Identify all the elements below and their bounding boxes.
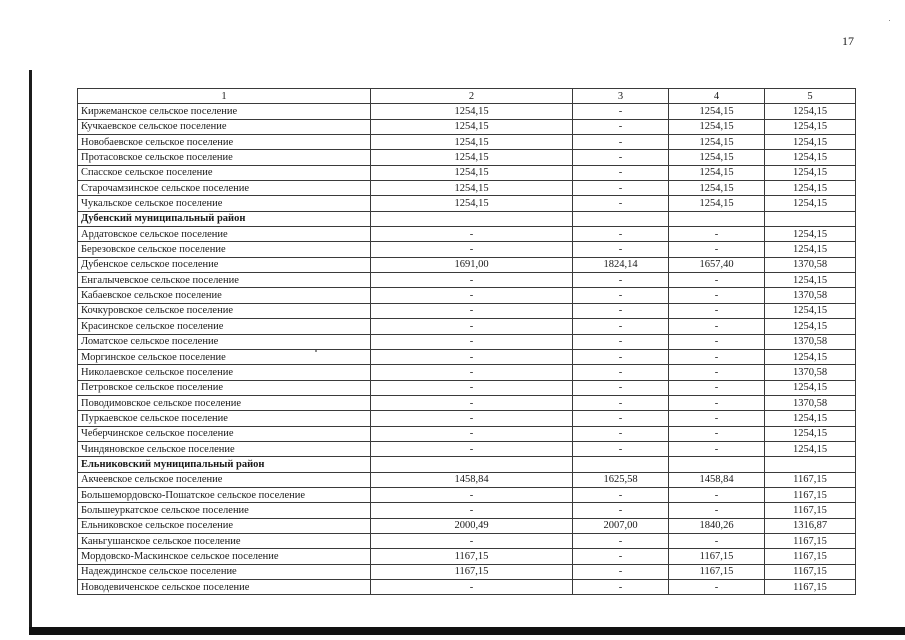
value-cell-col3: - <box>573 549 669 564</box>
value-cell-col5: 1254,15 <box>765 135 856 150</box>
table-row <box>78 533 856 548</box>
value-cell-col5: 1167,15 <box>765 487 856 502</box>
header-row <box>78 89 856 104</box>
value-cell-col3: - <box>573 411 669 426</box>
value-cell-col5: 1254,15 <box>765 227 856 242</box>
value-cell-col3: - <box>573 273 669 288</box>
value-cell-col3: - <box>573 196 669 211</box>
settlement-name-cell: Чеберчинское сельское поселение <box>78 426 371 441</box>
value-cell-col2: 1254,15 <box>371 104 573 119</box>
value-cell-col3: - <box>573 533 669 548</box>
table-row <box>78 319 856 334</box>
value-cell-col5: 1370,58 <box>765 395 856 410</box>
value-cell-col5 <box>765 457 856 472</box>
settlement-name-cell: Протасовское сельское поселение <box>78 150 371 165</box>
table-row <box>78 426 856 441</box>
header-cell: 4 <box>669 89 765 104</box>
table-row <box>78 288 856 303</box>
value-cell-col5: 1254,15 <box>765 426 856 441</box>
value-cell-col5: 1167,15 <box>765 533 856 548</box>
value-cell-col3: - <box>573 580 669 595</box>
value-cell-col2: 1458,84 <box>371 472 573 487</box>
value-cell-col2: - <box>371 349 573 364</box>
table-row <box>78 365 856 380</box>
value-cell-col4: 1167,15 <box>669 564 765 579</box>
value-cell-col4: - <box>669 334 765 349</box>
value-cell-col2: - <box>371 303 573 318</box>
value-cell-col4: - <box>669 319 765 334</box>
value-cell-col2: 1254,15 <box>371 165 573 180</box>
value-cell-col2: - <box>371 441 573 456</box>
table-row <box>78 580 856 595</box>
value-cell-col3: - <box>573 334 669 349</box>
settlement-name-cell: Акчеевское сельское поселение <box>78 472 371 487</box>
value-cell-col4: 1458,84 <box>669 472 765 487</box>
value-cell-col2: - <box>371 487 573 502</box>
district-name-cell: Дубенский муниципальный район <box>78 211 371 226</box>
value-cell-col3: - <box>573 349 669 364</box>
value-cell-col2: - <box>371 533 573 548</box>
tariff-table <box>77 88 856 595</box>
value-cell-col4: - <box>669 411 765 426</box>
value-cell-col4: - <box>669 487 765 502</box>
value-cell-col2: - <box>371 334 573 349</box>
value-cell-col2: - <box>371 365 573 380</box>
value-cell-col2: 1167,15 <box>371 564 573 579</box>
settlement-name-cell: Новодевиченское сельское поселение <box>78 580 371 595</box>
value-cell-col2: - <box>371 273 573 288</box>
table-row <box>78 119 856 134</box>
value-cell-col2: 2000,49 <box>371 518 573 533</box>
value-cell-col2: - <box>371 503 573 518</box>
value-cell-col3: - <box>573 119 669 134</box>
value-cell-col3: 2007,00 <box>573 518 669 533</box>
table-row <box>78 196 856 211</box>
table-row <box>78 181 856 196</box>
value-cell-col3: - <box>573 150 669 165</box>
value-cell-col4: - <box>669 395 765 410</box>
value-cell-col3: - <box>573 303 669 318</box>
settlement-name-cell: Поводимовское сельское поселение <box>78 395 371 410</box>
value-cell-col4: - <box>669 503 765 518</box>
table-row <box>78 273 856 288</box>
settlement-name-cell: Мордовско-Маскинское сельское поселение <box>78 549 371 564</box>
value-cell-col2: - <box>371 380 573 395</box>
table-row <box>78 242 856 257</box>
table-row <box>78 395 856 410</box>
value-cell-col2 <box>371 457 573 472</box>
table-row <box>78 411 856 426</box>
table-row <box>78 104 856 119</box>
value-cell-col4: 1254,15 <box>669 165 765 180</box>
value-cell-col3: 1824,14 <box>573 257 669 272</box>
value-cell-col5: 1254,15 <box>765 319 856 334</box>
settlement-name-cell: Дубенское сельское поселение <box>78 257 371 272</box>
table-row <box>78 349 856 364</box>
settlement-name-cell: Ельниковское сельское поселение <box>78 518 371 533</box>
value-cell-col2: 1691,00 <box>371 257 573 272</box>
settlement-name-cell: Березовское сельское поселение <box>78 242 371 257</box>
value-cell-col5: 1254,15 <box>765 380 856 395</box>
value-cell-col2: 1254,15 <box>371 196 573 211</box>
value-cell-col5 <box>765 211 856 226</box>
value-cell-col4 <box>669 457 765 472</box>
value-cell-col4: 1254,15 <box>669 119 765 134</box>
table-row <box>78 150 856 165</box>
district-name-cell: Ельниковский муниципальный район <box>78 457 371 472</box>
value-cell-col5: 1370,58 <box>765 288 856 303</box>
settlement-name-cell: Ломатское сельское поселение <box>78 334 371 349</box>
value-cell-col3 <box>573 211 669 226</box>
value-cell-col5: 1167,15 <box>765 549 856 564</box>
value-cell-col2: - <box>371 288 573 303</box>
table-row <box>78 165 856 180</box>
header-cell: 3 <box>573 89 669 104</box>
table-row <box>78 227 856 242</box>
settlement-name-cell: Николаевское сельское поселение <box>78 365 371 380</box>
page-number: 17 <box>842 34 854 48</box>
value-cell-col5: 1167,15 <box>765 503 856 518</box>
value-cell-col4: - <box>669 380 765 395</box>
value-cell-col4: - <box>669 242 765 257</box>
table-row <box>78 518 856 533</box>
settlement-name-cell: Чиндяновское сельское поселение <box>78 441 371 456</box>
value-cell-col2: 1167,15 <box>371 549 573 564</box>
settlement-name-cell: Надеждинское сельское поселение <box>78 564 371 579</box>
value-cell-col2: - <box>371 242 573 257</box>
value-cell-col5: 1254,15 <box>765 181 856 196</box>
settlement-name-cell: Чукальское сельское поселение <box>78 196 371 211</box>
table-row <box>78 564 856 579</box>
value-cell-col5: 1254,15 <box>765 165 856 180</box>
value-cell-col2: 1254,15 <box>371 119 573 134</box>
value-cell-col3: - <box>573 441 669 456</box>
value-cell-col5: 1254,15 <box>765 273 856 288</box>
value-cell-col5: 1254,15 <box>765 411 856 426</box>
settlement-name-cell: Моргинское сельское поселение <box>78 349 371 364</box>
value-cell-col2: 1254,15 <box>371 135 573 150</box>
value-cell-col3: - <box>573 487 669 502</box>
value-cell-col4: 1254,15 <box>669 135 765 150</box>
value-cell-col4: 1840,26 <box>669 518 765 533</box>
value-cell-col3: - <box>573 319 669 334</box>
settlement-name-cell: Петровское сельское поселение <box>78 380 371 395</box>
table-row <box>78 257 856 272</box>
value-cell-col4: - <box>669 273 765 288</box>
value-cell-col4: - <box>669 426 765 441</box>
value-cell-col3: - <box>573 181 669 196</box>
value-cell-col4: - <box>669 441 765 456</box>
value-cell-col3: - <box>573 564 669 579</box>
settlement-name-cell: Киржеманское сельское поселение <box>78 104 371 119</box>
value-cell-col4: - <box>669 288 765 303</box>
value-cell-col4: - <box>669 533 765 548</box>
value-cell-col2: - <box>371 426 573 441</box>
value-cell-col5: 1167,15 <box>765 472 856 487</box>
value-cell-col5: 1254,15 <box>765 119 856 134</box>
settlement-name-cell: Большемордовско-Пошатское сельское поселение <box>78 487 371 502</box>
value-cell-col4: - <box>669 303 765 318</box>
value-cell-col3: - <box>573 288 669 303</box>
value-cell-col3: 1625,58 <box>573 472 669 487</box>
settlement-name-cell: Старочамзинское сельское поселение <box>78 181 371 196</box>
value-cell-col3: - <box>573 165 669 180</box>
value-cell-col5: 1370,58 <box>765 257 856 272</box>
settlement-name-cell: Красинское сельское поселение <box>78 319 371 334</box>
value-cell-col2 <box>371 211 573 226</box>
value-cell-col5: 1254,15 <box>765 196 856 211</box>
value-cell-col4: 1167,15 <box>669 549 765 564</box>
value-cell-col2: - <box>371 227 573 242</box>
scan-speck <box>889 20 890 21</box>
value-cell-col2: 1254,15 <box>371 181 573 196</box>
table-row <box>78 303 856 318</box>
scan-bottom-edge <box>29 627 905 635</box>
settlement-name-cell: Пуркаевское сельское поселение <box>78 411 371 426</box>
value-cell-col5: 1167,15 <box>765 580 856 595</box>
value-cell-col3: - <box>573 242 669 257</box>
header-cell: 2 <box>371 89 573 104</box>
table-row <box>78 472 856 487</box>
value-cell-col5: 1254,15 <box>765 242 856 257</box>
value-cell-col4: 1254,15 <box>669 104 765 119</box>
value-cell-col4: - <box>669 580 765 595</box>
settlement-name-cell: Спасское сельское поселение <box>78 165 371 180</box>
value-cell-col5: 1254,15 <box>765 150 856 165</box>
table-row <box>78 487 856 502</box>
settlement-name-cell: Кочкуровское сельское поселение <box>78 303 371 318</box>
value-cell-col2: - <box>371 580 573 595</box>
value-cell-col3 <box>573 457 669 472</box>
settlement-name-cell: Кучкаевское сельское поселение <box>78 119 371 134</box>
table-row <box>78 380 856 395</box>
value-cell-col2: - <box>371 395 573 410</box>
value-cell-col2: - <box>371 319 573 334</box>
table-row <box>78 135 856 150</box>
value-cell-col4: 1254,15 <box>669 181 765 196</box>
value-cell-col5: 1167,15 <box>765 564 856 579</box>
value-cell-col3: - <box>573 426 669 441</box>
value-cell-col3: - <box>573 395 669 410</box>
value-cell-col5: 1254,15 <box>765 104 856 119</box>
value-cell-col5: 1254,15 <box>765 349 856 364</box>
section-row <box>78 457 856 472</box>
value-cell-col3: - <box>573 135 669 150</box>
value-cell-col5: 1370,58 <box>765 365 856 380</box>
value-cell-col2: - <box>371 411 573 426</box>
scan-left-edge <box>29 70 32 630</box>
value-cell-col4: 1254,15 <box>669 196 765 211</box>
settlement-name-cell: Енгалычевское сельское поселение <box>78 273 371 288</box>
value-cell-col4: - <box>669 227 765 242</box>
value-cell-col4: - <box>669 349 765 364</box>
header-cell: 5 <box>765 89 856 104</box>
settlement-name-cell: Новобаевское сельское поселение <box>78 135 371 150</box>
value-cell-col4: - <box>669 365 765 380</box>
value-cell-col5: 1316,87 <box>765 518 856 533</box>
header-cell: 1 <box>78 89 371 104</box>
value-cell-col5: 1370,58 <box>765 334 856 349</box>
value-cell-col3: - <box>573 227 669 242</box>
value-cell-col3: - <box>573 380 669 395</box>
value-cell-col3: - <box>573 365 669 380</box>
settlement-name-cell: Большеуркатское сельское поселение <box>78 503 371 518</box>
section-row <box>78 211 856 226</box>
value-cell-col4: 1657,40 <box>669 257 765 272</box>
value-cell-col5: 1254,15 <box>765 303 856 318</box>
value-cell-col4: 1254,15 <box>669 150 765 165</box>
settlement-name-cell: Кабаевское сельское поселение <box>78 288 371 303</box>
table-row <box>78 549 856 564</box>
value-cell-col5: 1254,15 <box>765 441 856 456</box>
value-cell-col3: - <box>573 104 669 119</box>
value-cell-col2: 1254,15 <box>371 150 573 165</box>
settlement-name-cell: Ардатовское сельское поселение <box>78 227 371 242</box>
value-cell-col3: - <box>573 503 669 518</box>
value-cell-col4 <box>669 211 765 226</box>
table-row <box>78 441 856 456</box>
table-row <box>78 503 856 518</box>
table-row <box>78 334 856 349</box>
settlement-name-cell: Каньгушанское сельское поселение <box>78 533 371 548</box>
